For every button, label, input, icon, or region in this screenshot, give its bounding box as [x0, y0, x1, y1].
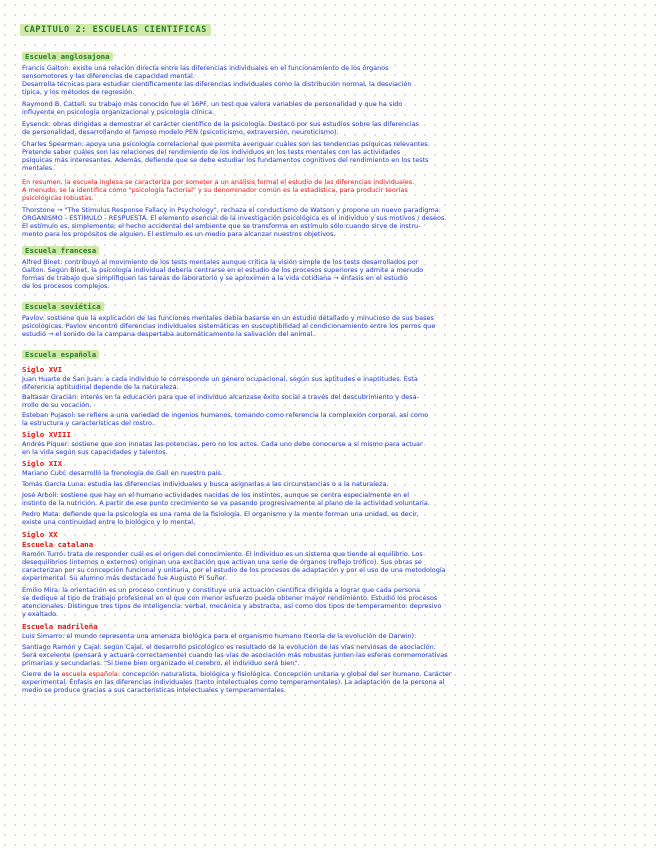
paragraph-arboli: José Arbolí: sostiene que hay en el humano actividades nacidas de los instintos, aunque se centra especialmente en el instinto de la nutrición. A partir de ese punto crecimiento se va pasando progresivamente al plano de la actividad voluntaria. — [22, 491, 430, 507]
paragraph-pujasol: Esteban Pujasol: se refiere a una variedad de ingenios humanos, tomando como referencia la complexión corporal, así como la estructura y características del rostro. — [22, 411, 429, 427]
paragraph-cattell: Raymond B. Cattell: su trabajo más conocido fue el 16PF, un test que valora variables de personalidad y que ha sido influyente en psicología organizacional y psicología clínica. — [22, 100, 403, 116]
paragraph-garcia-luna: Tomás García Luna: estudia las diferencias individuales y busca asignarlas a las circunstancias o a la naturaleza. — [22, 480, 389, 488]
subschool-catalana: Escuela catalana — [22, 540, 94, 549]
paragraph-piquer: Andrés Piquer: sostiene que son innatas las potencias, pero no los actos. Cada uno debe conocerse a sí mismo para actuar en la vida según sus capacidades y talentos. — [22, 440, 423, 456]
paragraph-gomez — [22, 670, 636, 694]
chapter-title: CAPITULO 2: ESCUELAS CIENTIFICAS — [20, 24, 211, 36]
gomez-school-highlight: escuela española — [61, 670, 118, 678]
century-xix: Siglo XIX — [22, 459, 63, 468]
section-heading-anglosajona: Escuela anglosajona — [22, 52, 113, 61]
gomez-body: : concepción naturalista, biológica y fisiológica. Concepción unitaria y global del ser humano. Carácter experimental. Énfasis en las diferencias individuales (tanto intelectuales como temperamentales). La adaptación de la persona al medio se produce gracias a sus características intelectuales y temperamentales. — [22, 670, 452, 694]
section-heading-sovietica: Escuela soviética — [22, 302, 104, 311]
paragraph-mira: Emilio Mira: la orientación es un proceso continuo y constituye una actuación científica dirigida a lograr que cada persona se dedique al tipo de trabajo profesional en el que con menor esfuerzo pueda obtener mayor rendimiento. Estudió los procesos atencionales. Distingue tres tipos de inteligencia: verbal, mecánica y abstracta, así como dos tipos de temperamento: depresivo y exaltado. — [22, 586, 442, 618]
paragraph-binet: Alfred Binet: contribuyó al movimiento de los tests mentales aunque critica la visión simple de los tests desarrollados por Galton. Según Binet, la psicología individual debería centrarse en el estudio de los procesos superiores y admite a menudo formas de trabajo que simplifiquen las tareas de laboratorio y se aproximen a la vida cotidiana → énfasis en el estudio de los procesos complejos. — [22, 258, 424, 290]
paragraph-cubi: Mariano Cubí: desarrolló la frenología de Gall en nuestro país. — [22, 469, 223, 477]
paragraph-turro: Ramón Turró: trata de responder cuál es el origen del conocimiento. El individuo es un sistema que tiende al equilibrio. Los desequilibrios (internos o externos) originan una excitación que activan una serie de órganos (reflejo trófico). Sus obras se caracterizan por su concepción funcional y unitaria, por el estudio de los procesos de adaptación y por el uso de una metodología experimental. Su alumno más destacado fue Augusto Pi Suñer. — [22, 550, 446, 582]
paragraph-cajal: Santiago Ramón y Cajal: según Cajal, el desarrollo psicológico es resultado de la evolución de las vías nerviosas de asociación. Será excelente (pensará y actuará correctamente) cuando las vías de asociación más robustas junten las esferas conmemorativas primarias y secundarias. "Si tiene bien organizado el cerebro, el individuo será bien". — [22, 643, 448, 667]
paragraph-simarro: Luis Simarro: el mundo representa una amenaza biológica para el organismo humano (teoría de la evolución de Darwin). — [22, 632, 417, 640]
century-xvi: Siglo XVI — [22, 365, 63, 374]
subschool-madrilena: Escuela madrileña — [22, 622, 98, 631]
paragraph-resumen: En resumen, la escuela inglesa se caracteriza por someter a un análisis formal el estudio de las diferencias individuales. A menudo, se la identifica como "psicología factorial" y su denominador común es la estadística, para producir teorías psicológicas robustas. — [22, 178, 415, 202]
gomez-intro: Cierre de la — [22, 670, 62, 678]
paragraph-mata: Pedro Mata: defiende que la psicología es una rama de la fisiología. El organismo y la mente forman una unidad, es decir, existe una continuidad entre lo biológico y lo mental. — [22, 510, 419, 526]
paragraph-pavlov: Pavlov: sostiene que la explicación de las funciones mentales debía basarse en un estudio detallado y minucioso de sus bases psicológicas. Pavlov encontró diferencias individuales sistemáticas en susceptibilidad al condicionamiento entre los perros que estudió → el sonido de la campana despertaba automáticamente la salivación del animal. — [22, 314, 436, 338]
century-xviii: Siglo XVIII — [22, 430, 71, 439]
paragraph-huarte: Juan Huarte de San Juan: a cada individuo le corresponde un género ocupacional, según sus aptitudes e inaptitudes. Esta diferencia aptitudinal depende de la naturaleza. — [22, 375, 418, 391]
paragraph-galton: Francis Galton: existe una relación directa entre las diferencias individuales en el funcionamiento de los órganos sensomotores y las diferencias de capacidad mental. Desarrolla técnicas para estudiar científicamente las diferencias individuales como la distribución normal, la desviación típica, y los métodos de regresión. — [22, 64, 412, 96]
paragraph-thorstone: Thorstone → "The Stimulus Response Fallacy in Psychology", rechaza el conductismo de Watson y propone un nuevo paradigma: ORGANISMO - ESTÍMULO - RESPUESTA. El elemento esencial de la investigación psicológica es el individuo y sus motivos / deseos. El estímulo es, simplemente, el hecho accidental del ambiente que se transforma en estímulo sólo cuando sirve de instru- mento para los propósitos de alguien. El estímulo es un medio para alcanzar nuestros objetivos. — [22, 206, 447, 238]
paragraph-eysenck: Eysenck: obras dirigidas a demostrar el carácter científico de la psicología. Destacó por sus estudios sobre las diferencias de personalidad, desarrollando el famoso modelo PEN (psicoticismo, extraversión, neuroticismo). — [22, 120, 419, 136]
section-heading-espanola: Escuela española — [22, 350, 99, 359]
section-heading-francesa: Escuela francesa — [22, 246, 99, 255]
paragraph-spearman: Charles Spearman: apoya una psicología correlacional que permita averiguar cuáles son las tendencias psíquicas relevantes. Pretende saber cuáles son las relaciones del rendimiento de los individuos en los tests mentales con las actividades psíquicas más interesantes. Además, defiende que se debe estudiar los fundamentos cognitivos del rendimiento en los tests mentales. — [22, 140, 430, 172]
century-xx: Siglo XX — [22, 530, 58, 539]
paragraph-gracian: Baltasar Gracián: interés en la educación para que el individuo alcanzase éxito social a través del descubrimiento y desa- rrollo de su vocación. — [22, 393, 419, 409]
